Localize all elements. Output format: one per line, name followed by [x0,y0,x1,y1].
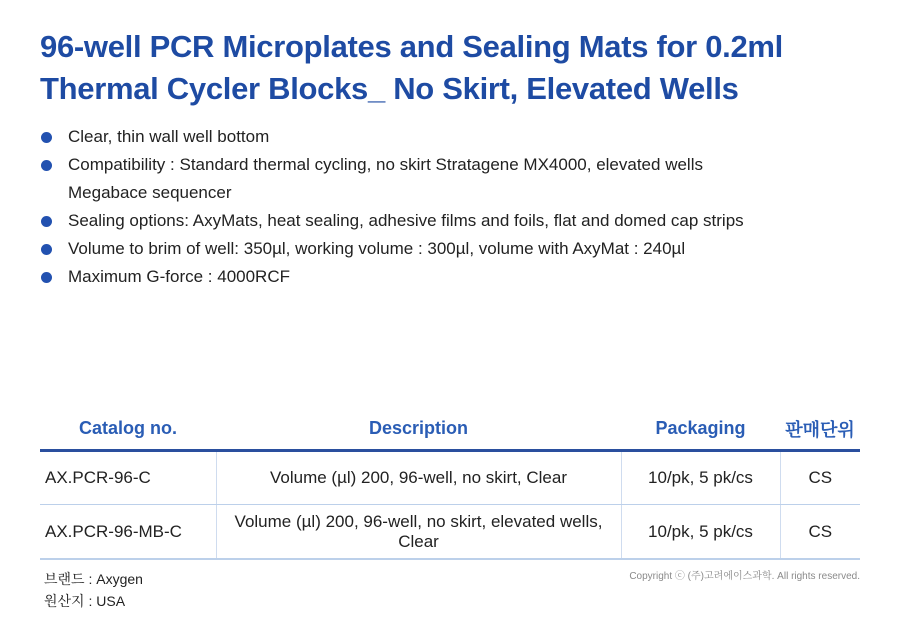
feature-text: Clear, thin wall well bottom [68,127,270,146]
header-description: Description [216,408,621,451]
header-sales-unit: 판매단위 [780,408,860,451]
cell-description: Volume (µl) 200, 96-well, no skirt, elevated wells, Clear [216,505,621,560]
product-table [40,408,860,560]
cell-catalog-no: AX.PCR-96-C [40,451,216,505]
feature-text: Maximum G-force : 4000RCF [68,267,290,286]
cell-description: Volume (µl) 200, 96-well, no skirt, Clear [216,451,621,505]
page-title-line-2: Thermal Cycler Blocks_ No Skirt, Elevated Wells [40,71,739,106]
header-packaging: Packaging [621,408,780,451]
bullet-dot-icon [41,160,52,171]
feature-text: Sealing options: AxyMats, heat sealing, adhesive films and foils, flat and domed cap strips [68,211,744,230]
product-meta [44,568,143,612]
cell-packaging: 10/pk, 5 pk/cs [621,505,780,560]
feature-item [40,235,880,263]
bullet-dot-icon [41,272,52,283]
feature-text: Volume to brim of well: 350µl, working volume : 300µl, volume with AxyMat : 240µl [68,239,686,258]
feature-list [40,123,880,291]
cell-catalog-no: AX.PCR-96-MB-C [40,505,216,560]
cell-sales-unit: CS [780,451,860,505]
feature-item [40,123,880,151]
table-header-row [40,408,860,451]
copyright-notice: Copyright ⓒ (주)고려에이스과학. All rights reserved. [629,571,860,582]
brand-label: 브랜드 : Axygen [44,571,143,587]
bullet-dot-icon [41,216,52,227]
feature-text: Compatibility : Standard thermal cycling, no skirt Stratagene MX4000, elevated wells Megabace sequencer [68,155,703,202]
bullet-dot-icon [41,244,52,255]
origin-label: 원산지 : USA [44,593,126,609]
header-catalog-no: Catalog no. [40,408,216,451]
table-row [40,451,860,505]
page-title [40,26,880,110]
bullet-dot-icon [41,132,52,143]
page-title-line-1: 96-well PCR Microplates and Sealing Mats for 0.2ml [40,29,783,64]
feature-item [40,151,758,207]
feature-item [40,207,880,235]
table-row [40,505,860,560]
cell-packaging: 10/pk, 5 pk/cs [621,451,780,505]
cell-sales-unit: CS [780,505,860,560]
feature-item [40,263,880,291]
